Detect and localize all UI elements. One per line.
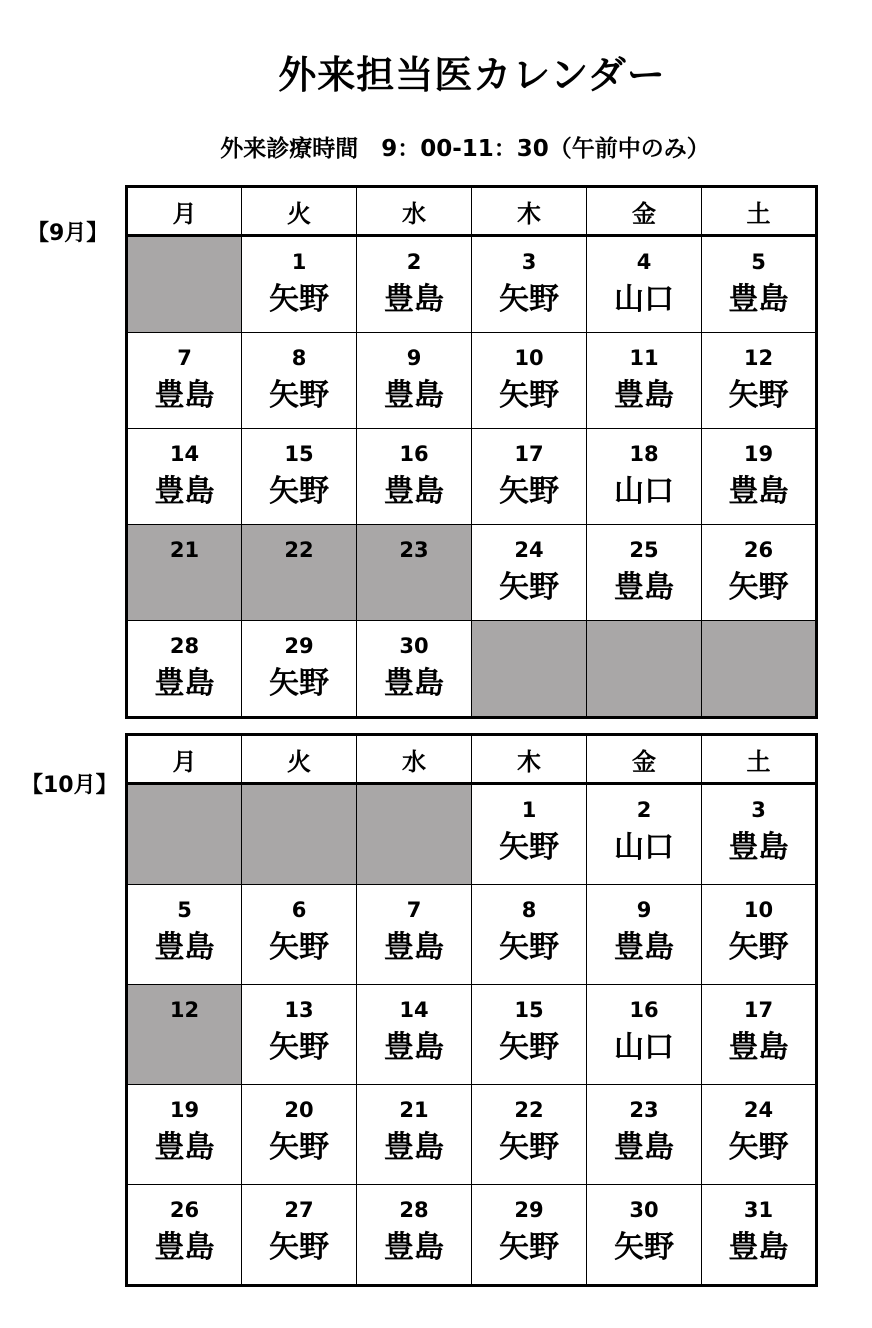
day-number: 13 bbox=[284, 998, 314, 1022]
day-number: 24 bbox=[514, 538, 544, 562]
month-label-october: 【10月】 bbox=[21, 773, 118, 798]
week-row bbox=[127, 621, 817, 718]
doctor-name: 矢野 bbox=[728, 930, 789, 965]
day-number: 14 bbox=[399, 998, 429, 1022]
week-row bbox=[127, 985, 817, 1085]
empty-day-cell bbox=[357, 784, 472, 885]
weekday-thu: 木 bbox=[472, 735, 587, 784]
day-number: 16 bbox=[399, 442, 429, 466]
weekday-sat: 土 bbox=[702, 735, 817, 784]
doctor-name: 矢野 bbox=[269, 474, 329, 509]
day-number: 6 bbox=[291, 898, 307, 922]
day-number: 3 bbox=[521, 250, 537, 274]
doctor-name: 矢野 bbox=[499, 1230, 559, 1265]
empty-day-cell bbox=[127, 236, 242, 333]
doctor-name: 豊島 bbox=[154, 378, 215, 413]
doctor-name: 矢野 bbox=[269, 378, 329, 413]
day-cell bbox=[357, 1085, 472, 1185]
day-cell bbox=[472, 429, 587, 525]
day-cell bbox=[357, 985, 472, 1085]
day-cell bbox=[587, 525, 702, 621]
day-cell bbox=[587, 885, 702, 985]
day-number: 25 bbox=[629, 538, 659, 562]
week-row bbox=[127, 1185, 817, 1286]
day-cell bbox=[702, 1185, 817, 1286]
doctor-name: 矢野 bbox=[614, 1230, 674, 1265]
september-weeks bbox=[127, 236, 817, 718]
doctor-name: 豊島 bbox=[154, 474, 215, 509]
doctor-name: 山口 bbox=[614, 1030, 674, 1065]
doctor-name: 豊島 bbox=[154, 1230, 215, 1265]
day-cell bbox=[357, 236, 472, 333]
day-number: 19 bbox=[743, 442, 774, 466]
day-cell bbox=[242, 1085, 357, 1185]
day-cell bbox=[587, 1085, 702, 1185]
day-number: 7 bbox=[406, 898, 422, 922]
day-cell bbox=[242, 621, 357, 718]
day-cell bbox=[127, 333, 242, 429]
day-number: 5 bbox=[177, 898, 192, 922]
weekday-sat: 土 bbox=[702, 187, 817, 236]
day-number: 16 bbox=[629, 998, 659, 1022]
doctor-name: 矢野 bbox=[499, 1030, 559, 1065]
empty-day-cell bbox=[242, 784, 357, 885]
empty-day-cell bbox=[127, 784, 242, 885]
week-row bbox=[127, 525, 817, 621]
day-cell bbox=[702, 985, 817, 1085]
doctor-name: 矢野 bbox=[269, 1230, 329, 1265]
day-number: 5 bbox=[751, 250, 766, 274]
doctor-name: 矢野 bbox=[499, 378, 559, 413]
day-cell bbox=[702, 885, 817, 985]
weekday-thu: 木 bbox=[472, 187, 587, 236]
day-cell bbox=[242, 429, 357, 525]
day-cell bbox=[357, 1185, 472, 1286]
day-number: 23 bbox=[399, 538, 429, 562]
day-number: 4 bbox=[636, 250, 652, 274]
october-calendar bbox=[125, 733, 818, 1287]
day-cell bbox=[357, 429, 472, 525]
day-cell bbox=[702, 1085, 817, 1185]
day-cell bbox=[472, 985, 587, 1085]
day-cell bbox=[242, 885, 357, 985]
closed-day-cell bbox=[127, 985, 242, 1085]
day-number: 22 bbox=[514, 1098, 544, 1122]
doctor-name: 矢野 bbox=[269, 930, 329, 965]
doctor-name: 山口 bbox=[614, 830, 674, 865]
day-cell bbox=[472, 525, 587, 621]
day-number: 18 bbox=[629, 442, 659, 466]
day-number: 2 bbox=[636, 798, 652, 822]
day-number: 24 bbox=[743, 1098, 774, 1122]
day-cell bbox=[587, 236, 702, 333]
closed-day-cell bbox=[127, 525, 242, 621]
october-weeks bbox=[127, 784, 817, 1286]
day-number: 12 bbox=[169, 998, 200, 1022]
doctor-name bbox=[357, 563, 471, 605]
day-cell bbox=[472, 333, 587, 429]
day-number: 26 bbox=[169, 1198, 200, 1222]
week-row bbox=[127, 236, 817, 333]
day-number: 21 bbox=[399, 1098, 429, 1122]
day-number: 30 bbox=[399, 634, 429, 658]
week-row bbox=[127, 333, 817, 429]
day-cell bbox=[472, 885, 587, 985]
doctor-name bbox=[128, 563, 241, 605]
day-cell bbox=[242, 236, 357, 333]
weekday-wed: 水 bbox=[357, 735, 472, 784]
doctor-name: 矢野 bbox=[728, 1130, 789, 1165]
doctor-name: 矢野 bbox=[269, 1130, 329, 1165]
doctor-name: 矢野 bbox=[269, 1030, 329, 1065]
doctor-name: 矢野 bbox=[728, 570, 789, 605]
day-number: 29 bbox=[284, 634, 314, 658]
weekday-mon: 月 bbox=[127, 187, 242, 236]
day-number: 8 bbox=[521, 898, 537, 922]
doctor-name: 矢野 bbox=[499, 282, 559, 317]
day-cell bbox=[587, 985, 702, 1085]
day-number: 19 bbox=[169, 1098, 200, 1122]
day-cell bbox=[357, 333, 472, 429]
doctor-name: 豊島 bbox=[728, 1230, 789, 1265]
day-number: 17 bbox=[514, 442, 544, 466]
day-number: 21 bbox=[169, 538, 200, 562]
day-number: 3 bbox=[751, 798, 766, 822]
doctor-name: 矢野 bbox=[499, 830, 559, 865]
doctor-name: 豊島 bbox=[384, 474, 444, 509]
day-cell bbox=[472, 1085, 587, 1185]
weekday-tue: 火 bbox=[242, 735, 357, 784]
doctor-name: 豊島 bbox=[384, 1230, 444, 1265]
day-number: 14 bbox=[169, 442, 200, 466]
week-row bbox=[127, 1085, 817, 1185]
doctor-name: 豊島 bbox=[614, 570, 674, 605]
day-cell bbox=[127, 885, 242, 985]
doctor-name: 豊島 bbox=[384, 666, 444, 701]
day-number: 29 bbox=[514, 1198, 544, 1222]
day-number: 15 bbox=[284, 442, 314, 466]
doctor-name: 矢野 bbox=[269, 282, 329, 317]
week-row bbox=[127, 784, 817, 885]
day-cell bbox=[702, 784, 817, 885]
day-number: 31 bbox=[743, 1198, 774, 1222]
doctor-name: 矢野 bbox=[499, 570, 559, 605]
weekday-fri: 金 bbox=[587, 187, 702, 236]
doctor-name: 豊島 bbox=[154, 1130, 215, 1165]
day-number: 27 bbox=[284, 1198, 314, 1222]
weekday-fri: 金 bbox=[587, 735, 702, 784]
clinic-hours: 外来診療時間 9：00-11：30（午前中のみ） bbox=[220, 136, 710, 162]
week-row bbox=[127, 885, 817, 985]
weekday-header-row bbox=[127, 735, 817, 784]
day-cell bbox=[242, 333, 357, 429]
day-cell bbox=[702, 333, 817, 429]
day-cell bbox=[702, 525, 817, 621]
day-cell bbox=[242, 985, 357, 1085]
doctor-name bbox=[128, 1023, 241, 1065]
day-cell bbox=[357, 885, 472, 985]
day-number: 28 bbox=[399, 1198, 429, 1222]
closed-day-cell bbox=[242, 525, 357, 621]
day-number: 9 bbox=[406, 346, 422, 370]
day-number: 30 bbox=[629, 1198, 659, 1222]
day-cell bbox=[472, 236, 587, 333]
day-cell bbox=[127, 1085, 242, 1185]
doctor-name: 矢野 bbox=[728, 378, 789, 413]
doctor-name: 矢野 bbox=[269, 666, 329, 701]
weekday-header-row bbox=[127, 187, 817, 236]
doctor-name: 矢野 bbox=[499, 474, 559, 509]
doctor-name: 矢野 bbox=[499, 1130, 559, 1165]
doctor-name: 豊島 bbox=[384, 1030, 444, 1065]
day-number: 1 bbox=[291, 250, 307, 274]
doctor-name: 豊島 bbox=[154, 666, 215, 701]
day-number: 10 bbox=[514, 346, 544, 370]
doctor-name: 豊島 bbox=[728, 1030, 789, 1065]
empty-day-cell bbox=[702, 621, 817, 718]
day-number: 22 bbox=[284, 538, 314, 562]
day-number: 2 bbox=[406, 250, 422, 274]
day-cell bbox=[127, 621, 242, 718]
day-number: 17 bbox=[743, 998, 774, 1022]
day-cell bbox=[242, 1185, 357, 1286]
day-cell bbox=[472, 1185, 587, 1286]
doctor-name bbox=[242, 563, 356, 605]
empty-day-cell bbox=[587, 621, 702, 718]
doctor-name: 山口 bbox=[614, 282, 674, 317]
doctor-name: 豊島 bbox=[154, 930, 215, 965]
month-label-september: 【9月】 bbox=[27, 221, 109, 246]
doctor-name: 豊島 bbox=[614, 1130, 674, 1165]
day-cell bbox=[702, 236, 817, 333]
day-cell bbox=[702, 429, 817, 525]
doctor-name: 豊島 bbox=[384, 282, 444, 317]
weekday-tue: 火 bbox=[242, 187, 357, 236]
day-cell bbox=[587, 784, 702, 885]
day-cell bbox=[587, 429, 702, 525]
weekday-wed: 水 bbox=[357, 187, 472, 236]
day-number: 9 bbox=[636, 898, 652, 922]
day-number: 26 bbox=[743, 538, 774, 562]
week-row bbox=[127, 429, 817, 525]
day-cell bbox=[587, 333, 702, 429]
day-number: 23 bbox=[629, 1098, 659, 1122]
doctor-name: 豊島 bbox=[384, 378, 444, 413]
day-cell bbox=[357, 621, 472, 718]
day-number: 20 bbox=[284, 1098, 314, 1122]
day-number: 11 bbox=[629, 346, 659, 370]
weekday-mon: 月 bbox=[127, 735, 242, 784]
day-number: 7 bbox=[177, 346, 192, 370]
day-number: 15 bbox=[514, 998, 544, 1022]
day-number: 10 bbox=[743, 898, 774, 922]
doctor-name: 豊島 bbox=[728, 282, 789, 317]
september-calendar bbox=[125, 185, 818, 719]
doctor-name: 山口 bbox=[614, 474, 674, 509]
doctor-name: 豊島 bbox=[614, 378, 674, 413]
page-title: 外来担当医カレンダー bbox=[278, 53, 666, 97]
day-number: 8 bbox=[291, 346, 307, 370]
closed-day-cell bbox=[357, 525, 472, 621]
day-number: 12 bbox=[743, 346, 774, 370]
doctor-name: 矢野 bbox=[499, 930, 559, 965]
day-number: 28 bbox=[169, 634, 200, 658]
day-cell bbox=[127, 429, 242, 525]
doctor-name: 豊島 bbox=[728, 830, 789, 865]
doctor-name: 豊島 bbox=[384, 930, 444, 965]
day-cell bbox=[587, 1185, 702, 1286]
day-cell bbox=[127, 1185, 242, 1286]
day-cell bbox=[472, 784, 587, 885]
doctor-name: 豊島 bbox=[614, 930, 674, 965]
empty-day-cell bbox=[472, 621, 587, 718]
doctor-name: 豊島 bbox=[384, 1130, 444, 1165]
day-number: 1 bbox=[521, 798, 537, 822]
doctor-name: 豊島 bbox=[728, 474, 789, 509]
